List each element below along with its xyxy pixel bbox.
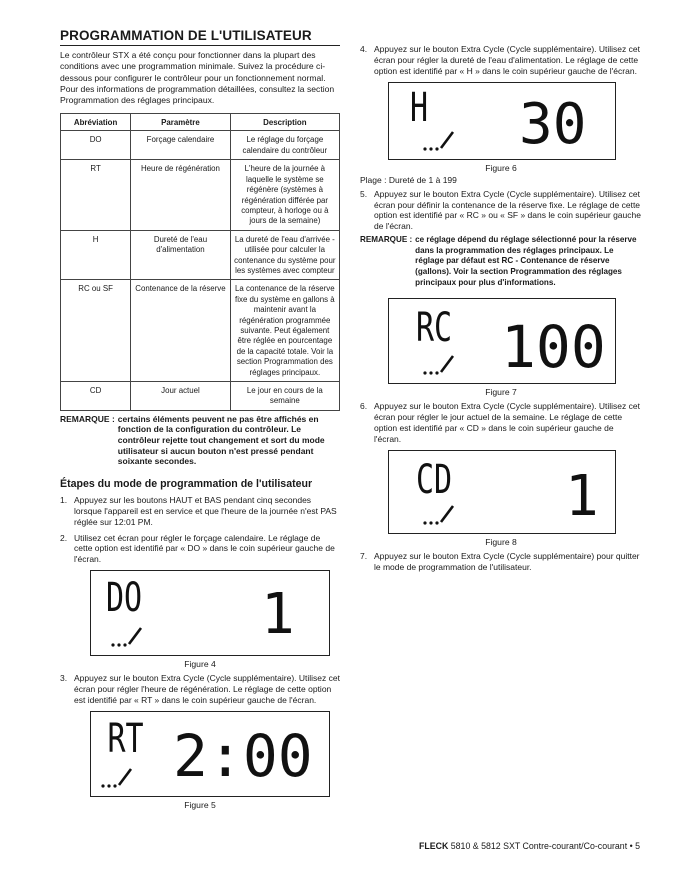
step-text: Appuyez sur le bouton Extra Cycle (Cycle supplémentaire). Utilisez cet écran pour régler la dureté de l'eau d'alimentation. Le réglage de cette option est identifié par « H » dans le coin supérieur gauche de l'écran. <box>374 44 640 76</box>
cell-param: Jour actuel <box>131 382 230 411</box>
step-text: Appuyez sur le bouton Extra Cycle (Cycle supplémentaire). Utilisez cet écran pour régler le jour actuel de la semaine. Le réglage de cette option est identifié par « CD » dans le coin supérieur gauche de l'écran. <box>374 401 640 444</box>
figure-5-caption: Figure 5 <box>184 799 216 810</box>
lcd-display-rt <box>91 712 329 796</box>
lcd-display-h <box>389 83 615 159</box>
lcd-code: RC <box>416 305 453 352</box>
cell-abbr: RC ou SF <box>61 280 131 382</box>
step-number: 2. <box>60 532 68 543</box>
step-number: 5. <box>360 188 368 199</box>
remark-note <box>60 414 340 467</box>
range-note: Plage : Dureté de 1 à 199 <box>360 174 457 185</box>
cell-param: Forçage calendaire <box>131 131 230 160</box>
table-row <box>61 382 340 411</box>
lcd-value: 1 <box>565 463 599 529</box>
cell-abbr: H <box>61 230 131 280</box>
cell-param: Contenance de la réserve <box>131 280 230 382</box>
step-number: 7. <box>360 550 368 561</box>
lcd-code: H <box>410 84 429 131</box>
lcd-code: RT <box>107 715 144 763</box>
remark-label: REMARQUE : <box>60 413 115 424</box>
step-3 <box>60 673 340 706</box>
table-row <box>61 131 340 160</box>
remark-text: certains éléments peuvent ne pas être affichés en fonction de la configuration du contrôleur. Le contrôleur rejette tout changement et sort du mode utilisateur si aucun bouton n'est pressé pendant soixante secondes. <box>117 413 325 467</box>
figure-4-caption: Figure 4 <box>184 659 216 670</box>
page-footer <box>419 841 640 851</box>
step-text: Appuyez sur le bouton Extra Cycle (Cycle supplémentaire). Utilisez cet écran pour définir la contenance de la réserve fixe. Le réglage de cette option est identifié par « RC » ou « SF » dans le coin supérieur gauche de l'écran. <box>374 188 641 232</box>
footer-text: 5810 & 5812 SXT Contre-courant/Co-courant • 5 <box>450 841 640 851</box>
step-text: Appuyez sur le bouton Extra Cycle (Cycle supplémentaire) pour quitter le mode de programmation de l'utilisateur. <box>374 550 640 572</box>
page-title: PROGRAMMATION DE L'UTILISATEUR <box>60 28 340 46</box>
left-column <box>60 28 340 810</box>
remark-note-reserve <box>360 235 642 288</box>
lcd-value: 100 <box>501 313 606 382</box>
step-4 <box>360 44 642 77</box>
edit-pencil-icon <box>423 356 453 375</box>
lcd-display-cd <box>389 451 615 533</box>
cell-param: Heure de régénération <box>131 160 230 230</box>
header-abbreviation: Abréviation <box>61 114 131 131</box>
table-row <box>61 160 340 230</box>
cell-desc: Le jour en cours de la semaine <box>230 382 339 411</box>
steps-heading: Étapes du mode de programmation de l'utilisateur <box>60 477 313 490</box>
remark-label: REMARQUE : <box>360 235 413 245</box>
figure-6-caption: Figure 6 <box>485 162 517 173</box>
lcd-figure-7 <box>388 298 616 384</box>
lcd-figure-4 <box>90 570 330 656</box>
step-1 <box>60 495 340 528</box>
cell-abbr: CD <box>61 382 131 411</box>
step-number: 6. <box>360 401 368 412</box>
step-2 <box>60 533 340 566</box>
table-row <box>61 230 340 280</box>
lcd-value: 1 <box>261 582 295 648</box>
step-7 <box>360 551 642 573</box>
cell-abbr: RT <box>61 160 131 230</box>
edit-pencil-icon <box>101 769 131 788</box>
step-text: Appuyez sur le bouton Extra Cycle (Cycle supplémentaire). Utilisez cet écran pour régler l'heure de régénération. Le réglage de cette option est identifié par « RT » dans le coin supérieur gauche de l'écran. <box>74 673 340 706</box>
cell-abbr: DO <box>61 131 131 160</box>
footer-brand: FLECK <box>418 841 449 851</box>
right-column <box>360 44 642 578</box>
lcd-display-rc <box>389 299 615 383</box>
step-number: 3. <box>60 673 68 684</box>
edit-pencil-icon <box>423 506 453 525</box>
lcd-value: 30 <box>519 91 587 157</box>
cell-param: Dureté de l'eau d'alimentation <box>131 230 230 280</box>
lcd-code: CD <box>416 456 453 504</box>
header-parameter: Paramètre <box>131 114 230 131</box>
step-number: 1. <box>60 494 68 505</box>
lcd-display-do <box>91 571 329 655</box>
intro-paragraph: Le contrôleur STX a été conçu pour fonctionner dans la plupart des conditions avec une programmation minimale. Suivez la procédure ci-dessous pour configurer le contrôleur pour un fonctionnement normal. Pour des informations de programmation détaillées, consultez la section Programmation des réglages principaux. <box>60 50 335 106</box>
lcd-figure-6 <box>388 82 616 160</box>
lcd-figure-5 <box>90 711 330 797</box>
table-row <box>61 280 340 382</box>
step-text: Utilisez cet écran pour régler le forçage calendaire. Le réglage de cette option est identifié par « DO » dans le coin supérieur gauche de l'écran. <box>74 532 335 565</box>
lcd-code: DO <box>106 575 143 622</box>
table-header-row <box>61 114 340 131</box>
step-text: Appuyez sur les boutons HAUT et BAS pendant cinq secondes lorsque l'appareil est en service et que l'heure de la journée n'est PAS réglée sur 12:01 PM. <box>74 494 337 527</box>
step-number: 4. <box>360 44 368 54</box>
step-6 <box>360 401 642 445</box>
edit-pencil-icon <box>423 132 453 151</box>
step-5 <box>360 189 642 233</box>
lcd-figure-8 <box>388 450 616 534</box>
figure-8-caption: Figure 8 <box>485 536 517 547</box>
parameter-table <box>60 113 340 410</box>
cell-desc: La dureté de l'eau d'arrivée - utilisée pour calculer la contenance du système pour les systèmes avec compteur <box>230 230 339 280</box>
edit-pencil-icon <box>111 628 141 647</box>
cell-desc: La contenance de la réserve fixe du système en gallons à maintenir avant la régénération programmée suivante. Peut également être réglée en pourcentage de la capacité totale. Voir la section Programmation des réglages principaux. <box>230 280 339 382</box>
cell-desc: L'heure de la journée à laquelle le système se régénère (systèmes à régénération différée par compteur, à horloge ou à jours de la semaine) <box>230 160 339 230</box>
figure-7-caption: Figure 7 <box>485 387 517 398</box>
lcd-value: 2:00 <box>173 721 313 790</box>
remark-text: ce réglage dépend du réglage sélectionné pour la réserve dans la programmation des réglages principaux. Le réglage par défaut est RC - Contenance de réserve (gallons). Voir la section Programmation des réglages principaux pour plus d'informations. <box>415 235 637 287</box>
header-description: Description <box>230 114 339 131</box>
cell-desc: Le réglage du forçage calendaire du contrôleur <box>230 131 339 160</box>
